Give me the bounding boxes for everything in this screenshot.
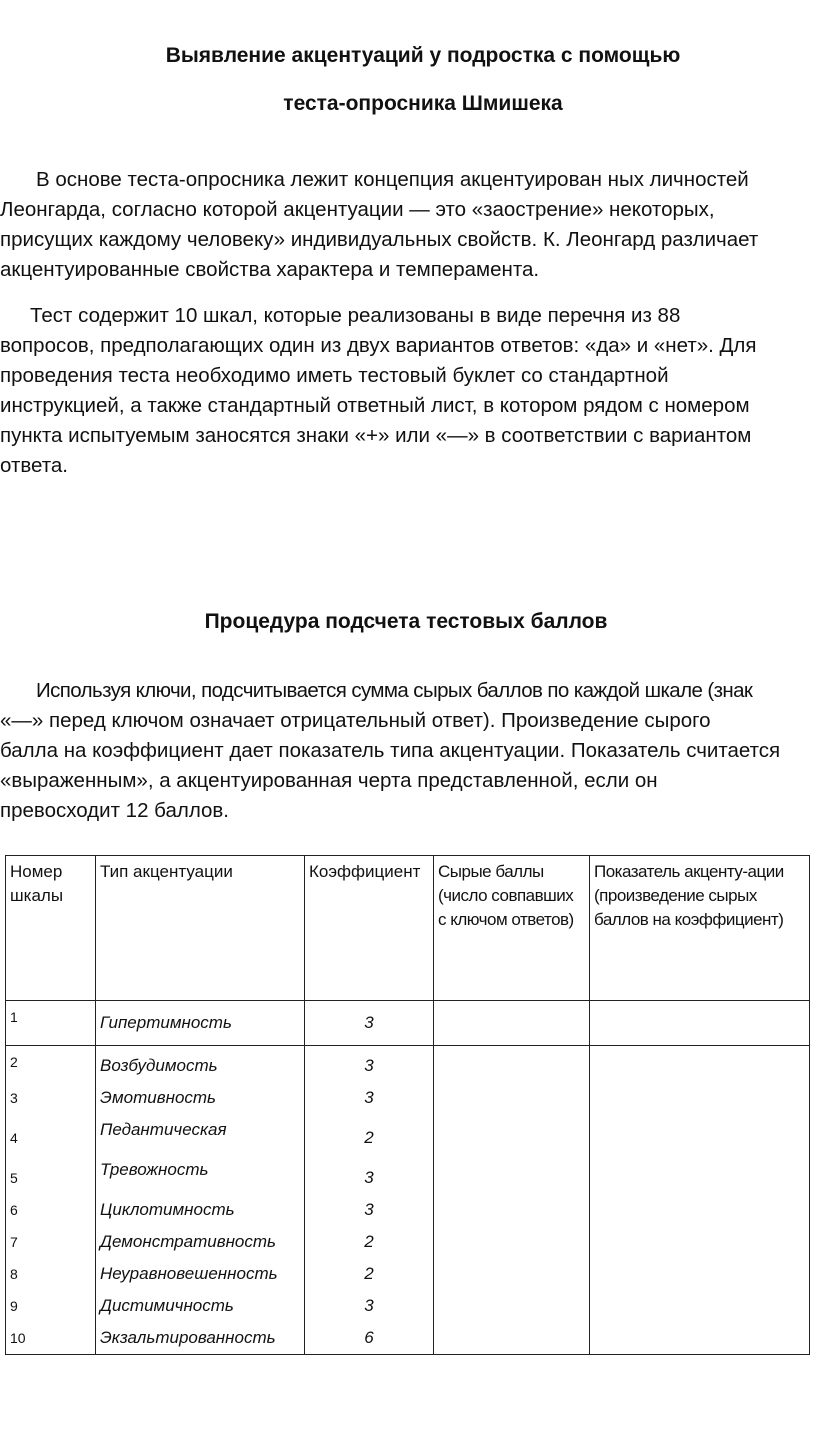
scale-number: 8	[6, 1258, 96, 1290]
header-raw-scores: Сырые баллы (число совпавших с ключом ответов)	[434, 856, 590, 1001]
scale-number: 4	[6, 1114, 96, 1154]
raw-score-cell[interactable]	[434, 1194, 590, 1226]
coefficient: 3	[305, 1001, 434, 1046]
coefficient: 3	[305, 1154, 434, 1194]
index-cell[interactable]	[590, 1194, 810, 1226]
table-row	[6, 1046, 810, 1083]
coefficient: 2	[305, 1114, 434, 1154]
index-cell[interactable]	[590, 1082, 810, 1114]
paragraph-line: Тест содержит 10 шкал, которые реализованы в виде перечня из 88	[30, 304, 681, 327]
coefficient: 3	[305, 1082, 434, 1114]
scale-number: 2	[6, 1046, 96, 1083]
table-row	[6, 1154, 810, 1194]
paragraph-line: ответа.	[0, 454, 68, 477]
scale-number: 6	[6, 1194, 96, 1226]
raw-score-cell[interactable]	[434, 1114, 590, 1154]
raw-score-cell[interactable]	[434, 1154, 590, 1194]
accentuation-type: Эмотивность	[96, 1082, 305, 1114]
accentuation-type: Дистимичность	[96, 1290, 305, 1322]
paragraph-line: «—» перед ключом означает отрицательный ответ). Произведение сырого	[0, 709, 711, 732]
paragraph-line: пункта испытуемым заносятся знаки «+» или «—» в соответствии с вариантом	[0, 424, 752, 447]
header-coefficient: Коэффициент	[305, 856, 434, 1001]
accentuation-type: Возбудимость	[96, 1046, 305, 1083]
scale-number: 5	[6, 1154, 96, 1194]
paragraph-line: Используя ключи, подсчитывается сумма сырых баллов по каждой шкале (знак	[36, 679, 753, 702]
paragraph-line: инструкцией, а также стандартный ответный лист, в котором рядом с номером	[0, 394, 750, 417]
scale-number: 3	[6, 1082, 96, 1114]
paragraph-line: проведения теста необходимо иметь тестовый буклет со стандартной	[0, 364, 669, 387]
table-row	[6, 1114, 810, 1154]
header-scale-number: Номер шкалы	[6, 856, 96, 1001]
paragraph-line: балла на коэффициент дает показатель типа акцентуации. Показатель считается	[0, 739, 781, 762]
scale-number: 1	[6, 1001, 96, 1046]
table-row	[6, 1258, 810, 1290]
paragraph-line: В основе теста-опросника лежит концепция акцентуирован ных личностей	[36, 168, 749, 191]
scale-number: 10	[6, 1322, 96, 1355]
index-cell[interactable]	[590, 1290, 810, 1322]
accentuation-type: Неуравновешенность	[96, 1258, 305, 1290]
coefficient: 3	[305, 1046, 434, 1083]
table-row	[6, 1290, 810, 1322]
table-row	[6, 1082, 810, 1114]
index-cell[interactable]	[590, 1046, 810, 1083]
coefficient: 2	[305, 1258, 434, 1290]
header-accentuation-index: Показатель акценту-ации (произведение сырых баллов на коэффициент)	[590, 856, 810, 1001]
raw-score-cell[interactable]	[434, 1290, 590, 1322]
index-cell[interactable]	[590, 1258, 810, 1290]
accentuation-table	[5, 855, 810, 1355]
paragraph-line: присущих каждому человеку» индивидуальных свойств. К. Леонгард различает	[0, 228, 759, 251]
accentuation-type: Демонстративность	[96, 1226, 305, 1258]
raw-score-cell[interactable]	[434, 1258, 590, 1290]
scale-number: 9	[6, 1290, 96, 1322]
paragraph-line: вопросов, предполагающих один из двух вариантов ответов: «да» и «нет». Для	[0, 334, 757, 357]
document-title-line-2: теста-опросника Шмишека	[283, 92, 563, 115]
accentuation-type: Циклотимность	[96, 1194, 305, 1226]
table-row	[6, 1194, 810, 1226]
coefficient: 3	[305, 1194, 434, 1226]
raw-score-cell[interactable]	[434, 1322, 590, 1355]
scale-number: 7	[6, 1226, 96, 1258]
accentuation-type: Экзальтированность	[96, 1322, 305, 1355]
paragraph-line: «выраженным», а акцентуированная черта представленной, если он	[0, 769, 658, 792]
table-header-row	[6, 856, 810, 1001]
paragraph-concept	[0, 165, 816, 285]
index-cell[interactable]	[590, 1226, 810, 1258]
index-cell[interactable]	[590, 1114, 810, 1154]
index-cell[interactable]	[590, 1154, 810, 1194]
accentuation-type: Тревожность	[96, 1154, 305, 1194]
paragraph-test-structure	[0, 301, 816, 481]
raw-score-cell[interactable]	[434, 1001, 590, 1046]
raw-score-cell[interactable]	[434, 1046, 590, 1083]
paragraph-line: Леонгарда, согласно которой акцентуации — это «заострение» некоторых,	[0, 198, 715, 221]
coefficient: 6	[305, 1322, 434, 1355]
paragraph-scoring	[0, 676, 816, 826]
coefficient: 2	[305, 1226, 434, 1258]
document-title-line-1: Выявление акцентуаций у подростка с помощью	[165, 44, 681, 67]
table-row	[6, 1226, 810, 1258]
index-cell[interactable]	[590, 1001, 810, 1046]
raw-score-cell[interactable]	[434, 1226, 590, 1258]
paragraph-line: акцентуированные свойства характера и темперамента.	[0, 258, 540, 281]
coefficient: 3	[305, 1290, 434, 1322]
section-title: Процедура подсчета тестовых баллов	[204, 610, 608, 633]
paragraph-line: превосходит 12 баллов.	[0, 799, 229, 822]
header-accentuation-type: Тип акцентуации	[96, 856, 305, 1001]
raw-score-cell[interactable]	[434, 1082, 590, 1114]
accentuation-type: Гипертимность	[96, 1001, 305, 1046]
table-row	[6, 1001, 810, 1046]
table-row	[6, 1322, 810, 1355]
index-cell[interactable]	[590, 1322, 810, 1355]
accentuation-type: Педантическая	[96, 1114, 305, 1154]
